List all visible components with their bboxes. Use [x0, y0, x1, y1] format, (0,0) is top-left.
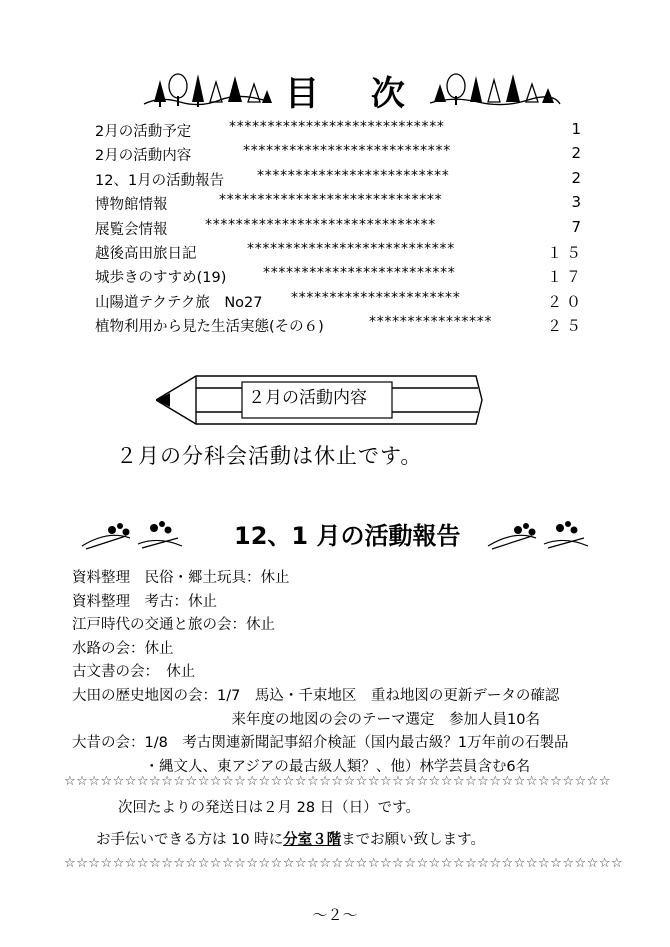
- toc-row: [95, 167, 595, 191]
- report-line: 大昔の会：1/8 考古関連新聞記事紹介検証（国内最古級？1万年前の石製品: [72, 735, 569, 752]
- toc-leader: *************************: [257, 167, 450, 184]
- toc-row: [95, 216, 595, 240]
- toc-page-number: ２５: [546, 317, 585, 336]
- toc-title: 2月の活動予定: [95, 124, 192, 140]
- help-place: 分室３階: [283, 832, 342, 848]
- toc-leader: ***************************: [243, 143, 451, 160]
- help-text-pre: お手伝いできる方は 10 時に: [96, 832, 284, 848]
- toc-page-number: １５: [546, 243, 585, 262]
- next-issue-notice: 次回たよりの発送日は２月 28 日（日）です。: [118, 800, 421, 816]
- toc-page-number: 7: [571, 217, 585, 236]
- toc-header: [0, 58, 670, 118]
- toc-leader: ****************: [369, 314, 493, 331]
- page-number: ～２～: [312, 906, 358, 924]
- toc-title: 城歩きのすすめ(19): [95, 270, 227, 287]
- help-text-post: までお願い致します。: [341, 832, 486, 848]
- toc-row: [95, 118, 595, 142]
- report-line: 資料整理 民俗・郷土玩具：休止: [72, 570, 290, 586]
- activity-notice: ２月の分科会活動は休止です。: [116, 444, 423, 468]
- toc-page-number: 2: [571, 168, 585, 187]
- bouquet-decoration-right-icon: [484, 516, 594, 552]
- trees-decoration-right-icon: [428, 66, 563, 111]
- toc-title: 展覧会情報: [95, 221, 168, 238]
- toc-leader: ******************************: [205, 216, 436, 233]
- toc-page-number: ２０: [546, 292, 585, 311]
- report-line: ・縄文人、東アジアの最古級人類？、他）林学芸員含む6名: [72, 758, 531, 775]
- toc-title: 植物利用から見た生活実態(その６): [95, 319, 324, 336]
- toc-page-number: 1: [571, 120, 585, 138]
- bouquet-decoration-left-icon: [78, 516, 188, 552]
- toc-leader: *****************************: [219, 192, 443, 209]
- toc-title: 山陽道テクテク旅 No27: [95, 294, 263, 311]
- toc-row: [95, 142, 595, 166]
- toc-leader: ****************************: [229, 119, 445, 135]
- activity-section-label: ２月の活動内容: [248, 388, 367, 408]
- toc-page-number: 3: [571, 193, 585, 212]
- toc-title: 12、1月の活動報告: [95, 172, 225, 189]
- toc-row: [95, 240, 595, 264]
- toc-page-number: 2: [571, 144, 585, 163]
- table-of-contents: [95, 118, 595, 338]
- report-list: [72, 566, 569, 778]
- toc-row: [95, 313, 595, 337]
- toc-row: [95, 264, 595, 288]
- report-line: 古文書の会： 休止: [72, 664, 196, 681]
- toc-row: [95, 191, 595, 215]
- star-divider-bottom: ☆☆☆☆☆☆☆☆☆☆☆☆☆☆☆☆☆☆☆☆☆☆☆☆☆☆☆☆☆☆☆☆☆☆☆☆☆☆☆☆☆☆☆☆☆☆: [64, 856, 624, 871]
- page-title: 目 次: [285, 74, 425, 114]
- toc-title: 博物館情報: [95, 197, 168, 214]
- report-line: 資料整理 考古：休止: [72, 593, 217, 610]
- report-line: 大田の歴史地図の会：1/7 馬込・千束地区 重ね地図の更新データの確認: [72, 687, 560, 704]
- report-title: 12、1 月の活動報告: [234, 522, 461, 550]
- toc-page-number: １７: [546, 268, 585, 287]
- report-line: 来年度の地図の会のテーマ選定 参加人員10名: [72, 711, 540, 728]
- report-line: 江戸時代の交通と旅の会：休止: [72, 617, 275, 634]
- report-line: 水路の会：休止: [72, 640, 174, 657]
- trees-decoration-left-icon: [140, 66, 275, 111]
- toc-title: 2月の活動内容: [95, 148, 192, 165]
- toc-row: [95, 289, 595, 313]
- toc-leader: **********************: [291, 289, 461, 306]
- star-divider-top: ☆☆☆☆☆☆☆☆☆☆☆☆☆☆☆☆☆☆☆☆☆☆☆☆☆☆☆☆☆☆☆☆☆☆☆☆☆☆☆☆☆☆☆☆☆: [64, 774, 611, 789]
- report-header: [0, 510, 670, 558]
- help-request: [96, 828, 485, 849]
- toc-title: 越後高田旅日記: [95, 245, 197, 262]
- toc-leader: ***************************: [247, 240, 455, 257]
- toc-leader: *************************: [263, 265, 456, 282]
